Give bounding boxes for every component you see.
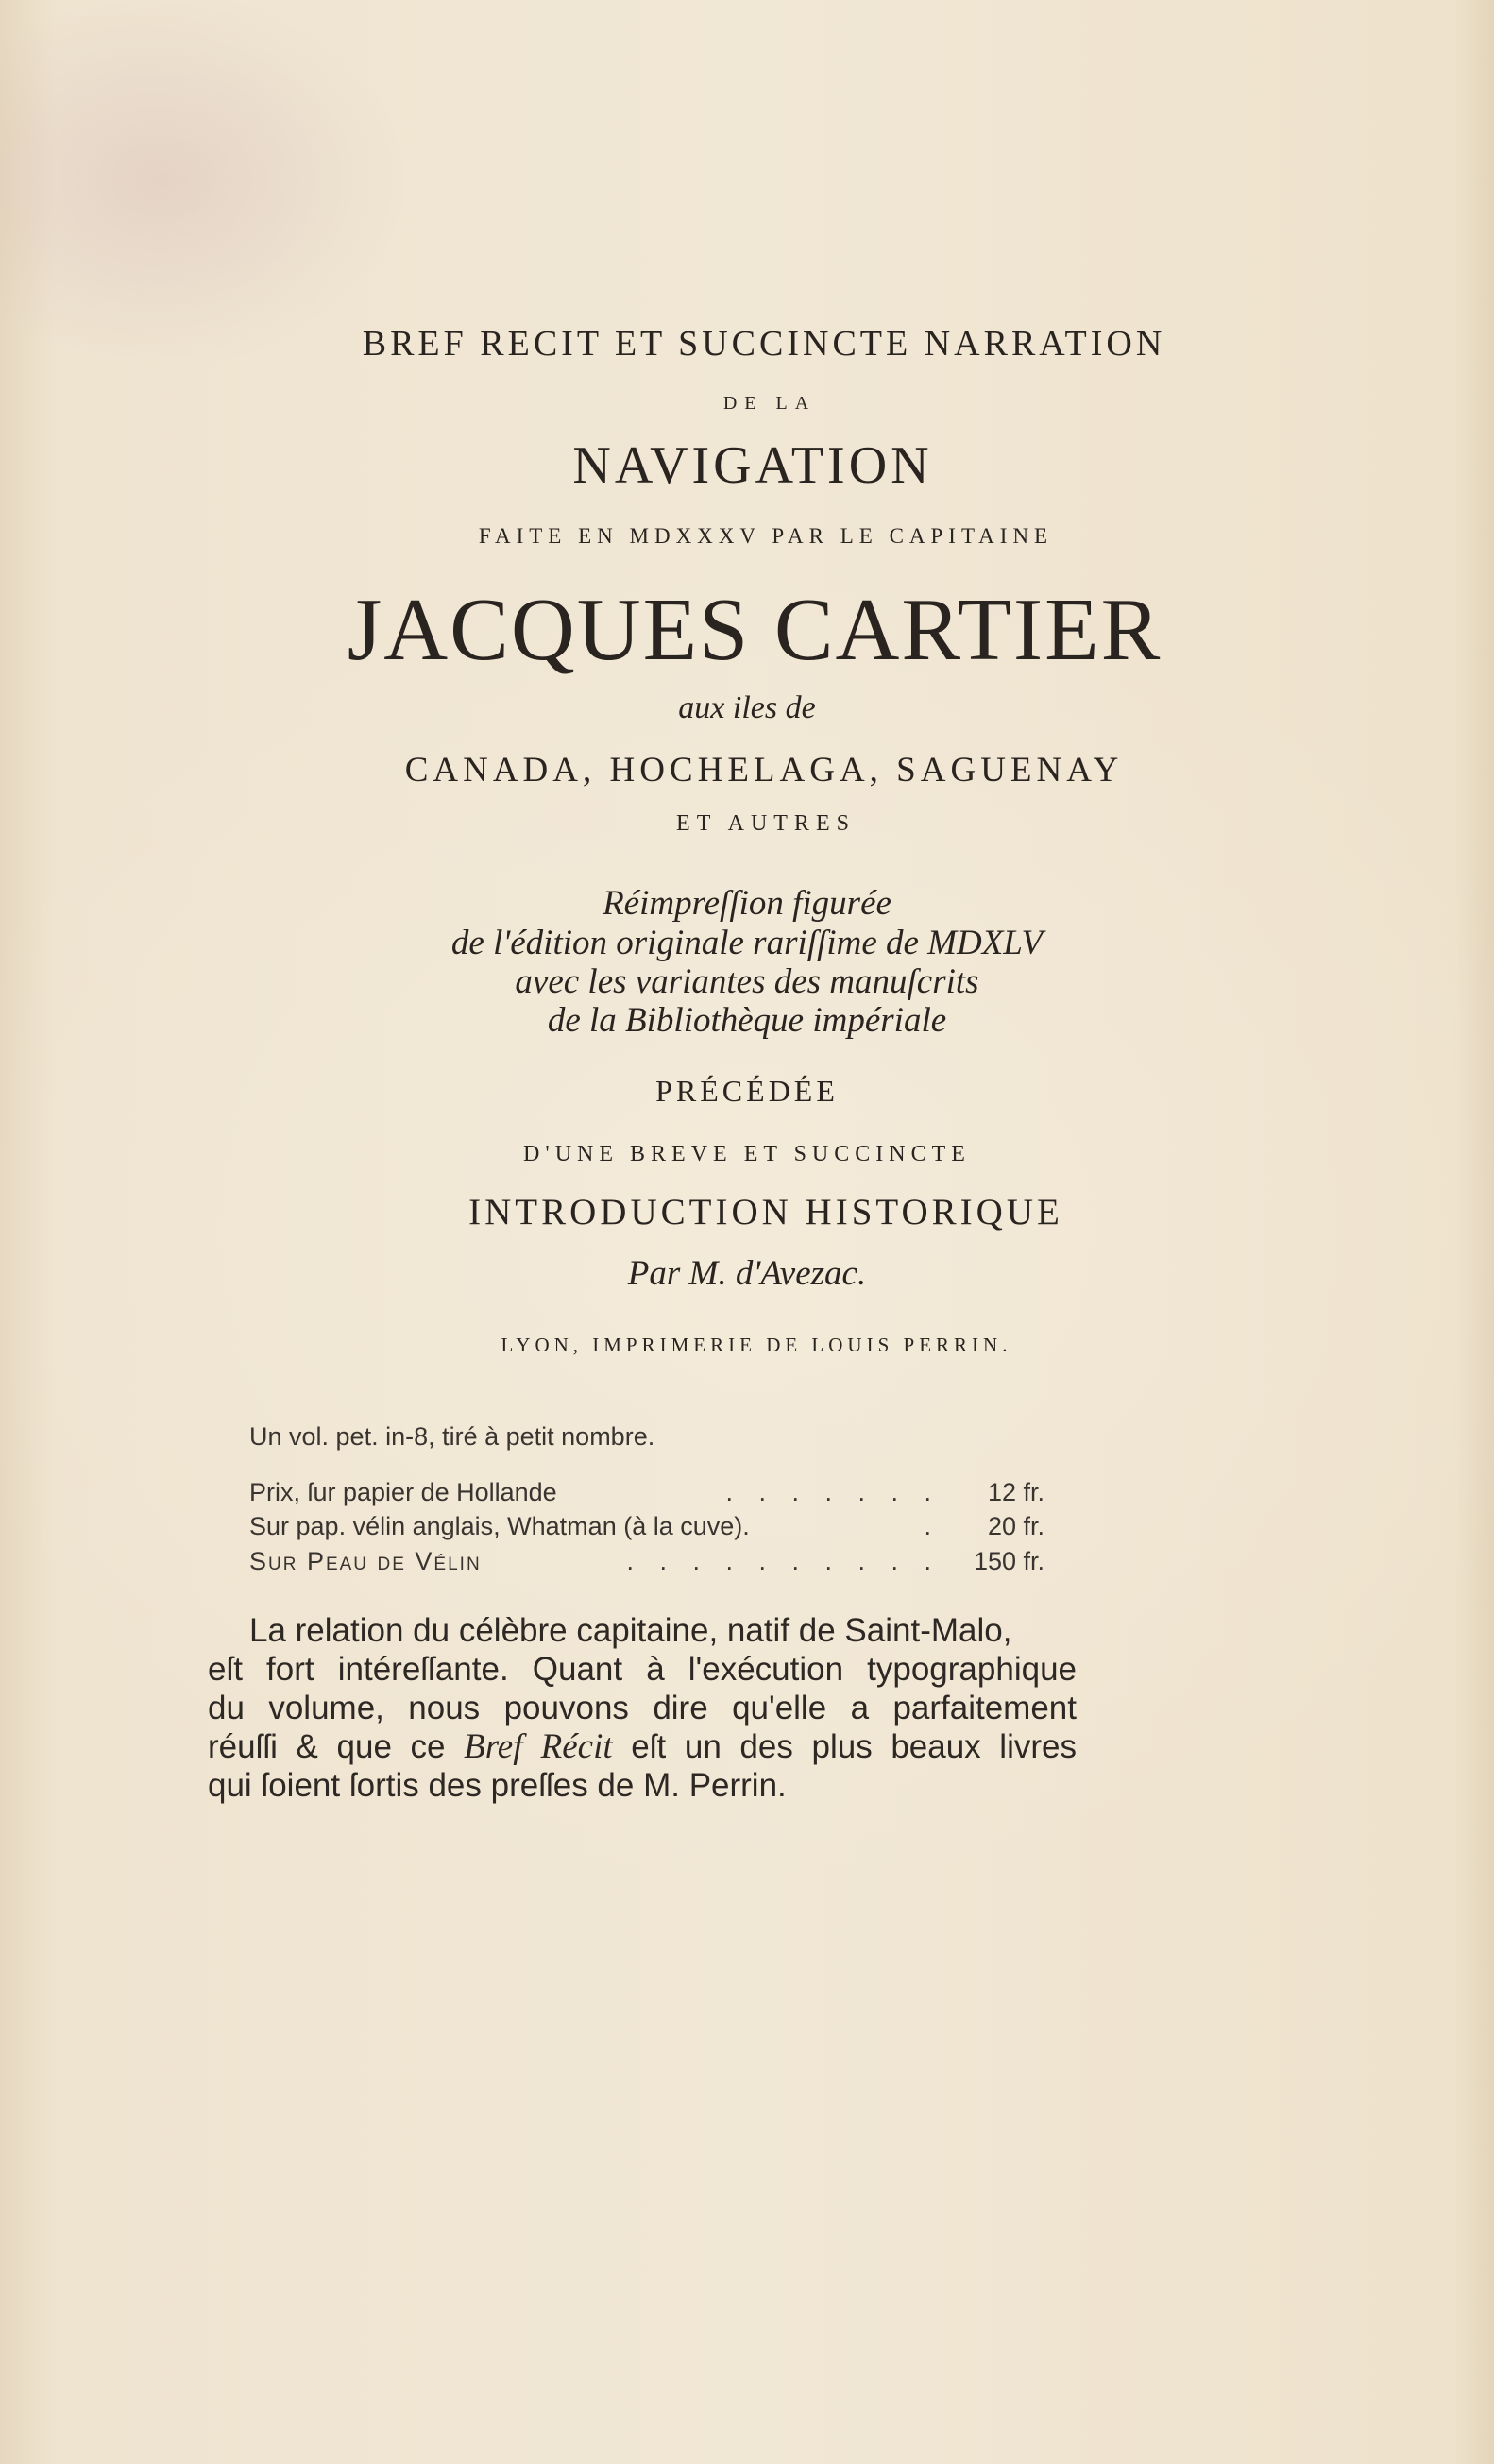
price-amount: 12 fr. [987, 1478, 1044, 1506]
imprint-line: LYON, IMPRIMERIE DE LOUIS PERRIN. [501, 1334, 1012, 1356]
title-line-aux-iles: aux iles de [678, 690, 816, 725]
title-line-places: CANADA, HOCHELAGA, SAGUENAY [404, 751, 1124, 790]
title-line-faite-en: FAITE EN MDXXXV PAR LE CAPITAINE [478, 524, 1054, 548]
intro-line-precedee: PRÉCÉDÉE [655, 1074, 839, 1108]
description-line: qui ſoient ſortis des preſſes de M. Perrin. [208, 1767, 787, 1804]
description-line: La relation du célèbre capitaine, natif de Saint-Malo, [249, 1612, 1012, 1649]
price-leader: . . . . . . . . . . [626, 1547, 941, 1575]
description-line4-end: eſt un des plus beaux livres [612, 1728, 1077, 1765]
description-line: du volume, nous pouvons dire qu'elle a parfaitement [208, 1690, 1077, 1726]
intro-line-introduction: INTRODUCTION HISTORIQUE [468, 1192, 1063, 1232]
price-amount: 150 fr. [973, 1547, 1044, 1575]
reprint-line-4: de la Bibliothèque impériale [547, 1001, 947, 1040]
reprint-line-2: de l'édition originale rariſſime de MDXLV [450, 924, 1044, 962]
price-amount: 20 fr. [987, 1512, 1044, 1540]
reprint-line-3: avec les variantes des manuſcrits [515, 962, 979, 1001]
description-paragraph [208, 1611, 1077, 1805]
price-label: Sur pap. vélin anglais, Whatman (à la cuve). [249, 1512, 750, 1540]
title-jacques-cartier: JACQUES CARTIER [347, 581, 1163, 679]
title-line-navigation: NAVIGATION [572, 436, 933, 495]
description-italic-title: Bref Récit [464, 1727, 613, 1766]
title-line-de-la: DE LA [722, 393, 817, 414]
description-line: eſt fort intéreſſante. Quant à l'exécution typographique [208, 1651, 1077, 1688]
price-label: Sur Peau de Vélin [249, 1547, 482, 1575]
description-line4-start: réuſſi & que ce [208, 1728, 465, 1765]
title-line-et-autres: ET AUTRES [676, 811, 856, 836]
price-label: Prix, ſur papier de Hollande [249, 1478, 557, 1506]
price-leader: . . . . . . . [725, 1478, 941, 1506]
price-leader: . [924, 1512, 941, 1540]
reprint-line-1: Réimpreſſion figurée [603, 884, 891, 923]
description-line [208, 1727, 1077, 1766]
title-line-bref-recit: BREF RECIT ET SUCCINCTE NARRATION [362, 324, 1166, 364]
intro-line-breve: D'UNE BREVE ET SUCCINCTE [523, 1142, 971, 1166]
intro-line-author: Par M. d'Avezac. [627, 1254, 867, 1293]
volume-note: Un vol. pet. in-8, tiré à petit nombre. [249, 1422, 655, 1451]
